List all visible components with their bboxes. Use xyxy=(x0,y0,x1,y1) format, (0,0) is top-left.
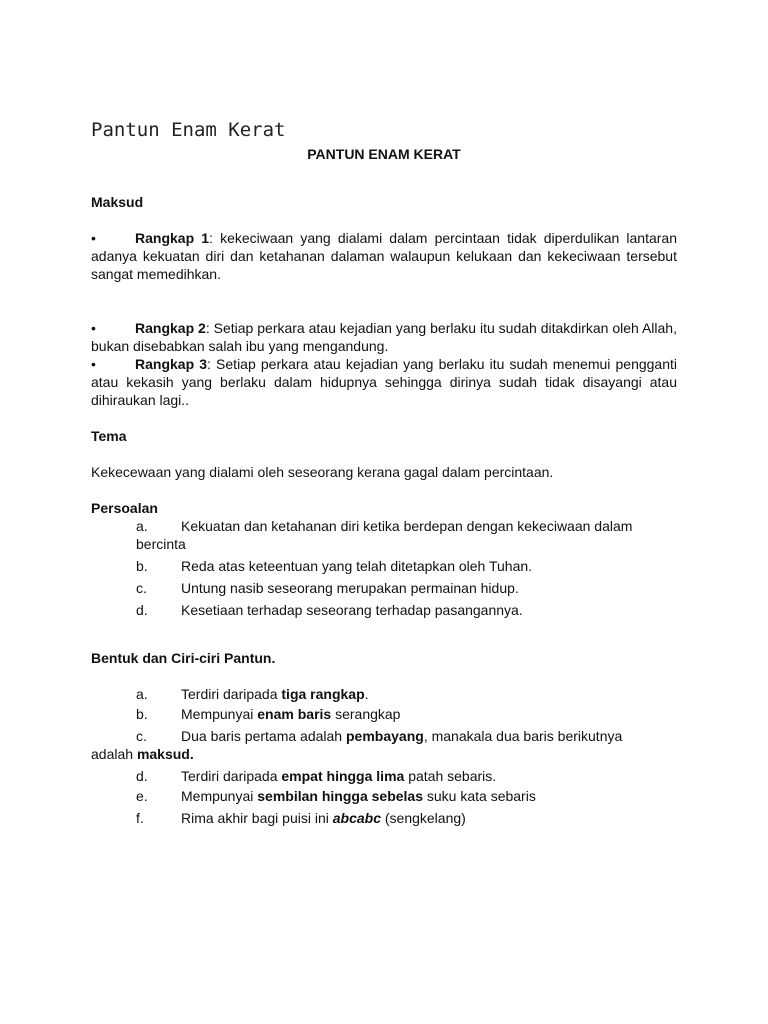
list-text-bold: empat hingga lima xyxy=(281,768,405,784)
list-text: Terdiri daripada xyxy=(181,686,282,702)
list-text: Mempunyai xyxy=(181,788,258,804)
list-text-bold: tiga rangkap xyxy=(281,686,365,702)
list-text: . xyxy=(364,686,369,702)
bentuk-item-e xyxy=(91,787,677,807)
list-text: Reda atas keteentuan yang telah ditetapkan oleh Tuhan. xyxy=(181,558,533,574)
list-text: Rima akhir bagi puisi ini xyxy=(181,810,333,826)
list-text: Mempunyai xyxy=(181,706,258,722)
document-title: Pantun Enam Kerat xyxy=(91,119,286,141)
list-text: , manakala dua baris berikutnya xyxy=(423,728,623,744)
bentuk-item-c xyxy=(91,727,677,763)
bullet-icon: • xyxy=(91,230,96,246)
bentuk-item-a xyxy=(91,685,677,705)
maksud-item-2 xyxy=(91,319,677,355)
persoalan-item-b xyxy=(91,557,677,579)
bentuk-item-d xyxy=(91,767,677,787)
maksud-item-1-label: Rangkap 1 xyxy=(135,230,210,246)
list-text: Kekuatan dan ketahanan diri ketika berdepan dengan kekeciwaan dalam xyxy=(181,518,633,534)
persoalan-item-c xyxy=(91,579,677,601)
list-label: b. xyxy=(136,558,148,574)
maksud-item-1 xyxy=(91,229,677,283)
list-text-continuation: bercinta xyxy=(136,536,186,552)
list-label: f. xyxy=(136,810,144,826)
list-label: d. xyxy=(136,768,148,784)
list-text: Terdiri daripada xyxy=(181,768,282,784)
list-text: patah sebaris. xyxy=(404,768,497,784)
maksud-item-1-text: : kekeciwaan yang dialami dalam percintaan tidak diperdulikan lantaran adanya kekuatan diri dan ketahanan dalaman walaupun kelukaan dan kekeciwaan tersebut sangat memedihkan. xyxy=(91,230,677,282)
maksud-item-2-text: : Setiap perkara atau kejadian yang berlaku itu sudah ditakdirkan oleh Allah, bukan disebabkan salah ibu yang mengandung. xyxy=(91,320,677,354)
list-text-continuation: adalah xyxy=(91,746,137,762)
persoalan-heading: Persoalan xyxy=(91,500,158,516)
tema-text: Kekecewaan yang dialami oleh seseorang kerana gagal dalam percintaan. xyxy=(91,464,554,480)
list-text: suku kata sebaris xyxy=(423,788,536,804)
bullet-icon: • xyxy=(91,320,96,336)
maksud-item-3-label: Rangkap 3 xyxy=(135,356,208,372)
maksud-item-3 xyxy=(91,355,677,409)
list-text-bold: maksud. xyxy=(136,746,194,762)
list-text: serangkap xyxy=(331,706,401,722)
list-label: a. xyxy=(136,518,148,534)
bentuk-item-b xyxy=(91,705,677,725)
maksud-item-3-text: : Setiap perkara atau kejadian yang berlaku itu sudah menemui pengganti atau kekasih yang berlaku dalam hidupnya sehingga dirinya sudah tidak disayangi atau dihiraukan lagi.. xyxy=(91,356,678,408)
list-text-bold: pembayang xyxy=(346,728,424,744)
list-label: d. xyxy=(136,602,148,618)
list-text: (sengkelang) xyxy=(380,810,466,826)
document-content xyxy=(91,193,677,829)
maksud-item-2-label: Rangkap 2 xyxy=(135,320,206,336)
list-text-bold: sembilan hingga sebelas xyxy=(257,788,423,804)
bullet-icon: • xyxy=(91,356,96,372)
list-text: Untung nasib seseorang merupakan permainan hidup. xyxy=(181,580,519,596)
bentuk-item-f xyxy=(91,809,677,829)
maksud-heading: Maksud xyxy=(91,194,144,210)
list-label: c. xyxy=(136,580,147,596)
list-text-bold: enam baris xyxy=(257,706,332,722)
list-label: c. xyxy=(136,728,147,744)
list-text: Dua baris pertama adalah xyxy=(181,728,346,744)
persoalan-item-a xyxy=(91,517,677,553)
list-label: b. xyxy=(136,706,148,722)
persoalan-item-d xyxy=(91,601,677,623)
list-text: Kesetiaan terhadap seseorang terhadap pasangannya. xyxy=(181,602,523,618)
list-label: e. xyxy=(136,788,148,804)
tema-heading: Tema xyxy=(91,428,127,444)
bentuk-heading: Bentuk dan Ciri-ciri Pantun. xyxy=(91,650,276,666)
list-text-bold-italic: abcabc xyxy=(332,810,381,826)
list-label: a. xyxy=(136,686,148,702)
page-title: PANTUN ENAM KERAT xyxy=(307,146,461,162)
